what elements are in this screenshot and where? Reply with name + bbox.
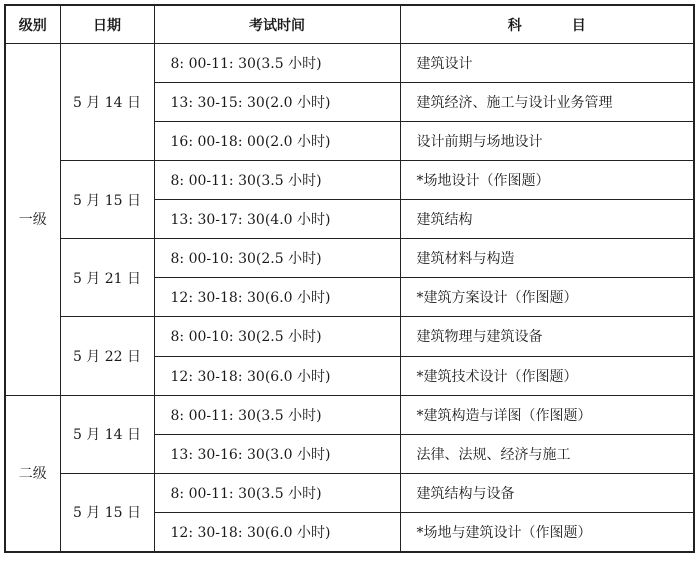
table-row (5, 473, 694, 512)
time-cell: 8: 00-10: 30(2.5 小时) (154, 239, 400, 278)
subject-cell: *场地与建筑设计（作图题） (400, 512, 694, 552)
date-cell: 5 月 21 日 (60, 239, 154, 317)
subject-cell: *场地设计（作图题） (400, 161, 694, 200)
time-cell: 12: 30-18: 30(6.0 小时) (154, 356, 400, 395)
date-cell: 5 月 14 日 (60, 395, 154, 473)
table-row (5, 395, 694, 434)
subject-cell: 建筑经济、施工与设计业务管理 (400, 83, 694, 122)
subject-cell: *建筑技术设计（作图题） (400, 356, 694, 395)
subject-cell: *建筑方案设计（作图题） (400, 278, 694, 317)
header-time: 考试时间 (154, 5, 400, 44)
table-row (5, 239, 694, 278)
subject-cell: 建筑结构与设备 (400, 473, 694, 512)
time-cell: 16: 00-18: 00(2.0 小时) (154, 122, 400, 161)
header-subject-label: 科 目 (507, 17, 604, 34)
subject-cell: 建筑结构 (400, 200, 694, 239)
level-cell: 一级 (5, 44, 60, 396)
subject-cell: *建筑构造与详图（作图题） (400, 395, 694, 434)
header-subject (400, 5, 694, 44)
time-cell: 12: 30-18: 30(6.0 小时) (154, 512, 400, 552)
date-cell: 5 月 22 日 (60, 317, 154, 395)
time-cell: 8: 00-11: 30(3.5 小时) (154, 473, 400, 512)
date-cell: 5 月 15 日 (60, 161, 154, 239)
time-cell: 8: 00-11: 30(3.5 小时) (154, 44, 400, 83)
table-row (5, 44, 694, 83)
table-row (5, 161, 694, 200)
header-date: 日期 (60, 5, 154, 44)
time-cell: 13: 30-17: 30(4.0 小时) (154, 200, 400, 239)
header-row (5, 5, 694, 44)
subject-cell: 建筑材料与构造 (400, 239, 694, 278)
time-cell: 13: 30-15: 30(2.0 小时) (154, 83, 400, 122)
time-cell: 8: 00-10: 30(2.5 小时) (154, 317, 400, 356)
exam-schedule-table (4, 4, 695, 553)
subject-cell: 设计前期与场地设计 (400, 122, 694, 161)
time-cell: 8: 00-11: 30(3.5 小时) (154, 161, 400, 200)
subject-cell: 建筑设计 (400, 44, 694, 83)
header-level: 级别 (5, 5, 60, 44)
time-cell: 13: 30-16: 30(3.0 小时) (154, 434, 400, 473)
subject-cell: 建筑物理与建筑设备 (400, 317, 694, 356)
time-cell: 12: 30-18: 30(6.0 小时) (154, 278, 400, 317)
subject-cell: 法律、法规、经济与施工 (400, 434, 694, 473)
date-cell: 5 月 14 日 (60, 44, 154, 161)
level-cell: 二级 (5, 395, 60, 552)
table-row (5, 317, 694, 356)
time-cell: 8: 00-11: 30(3.5 小时) (154, 395, 400, 434)
date-cell: 5 月 15 日 (60, 473, 154, 552)
